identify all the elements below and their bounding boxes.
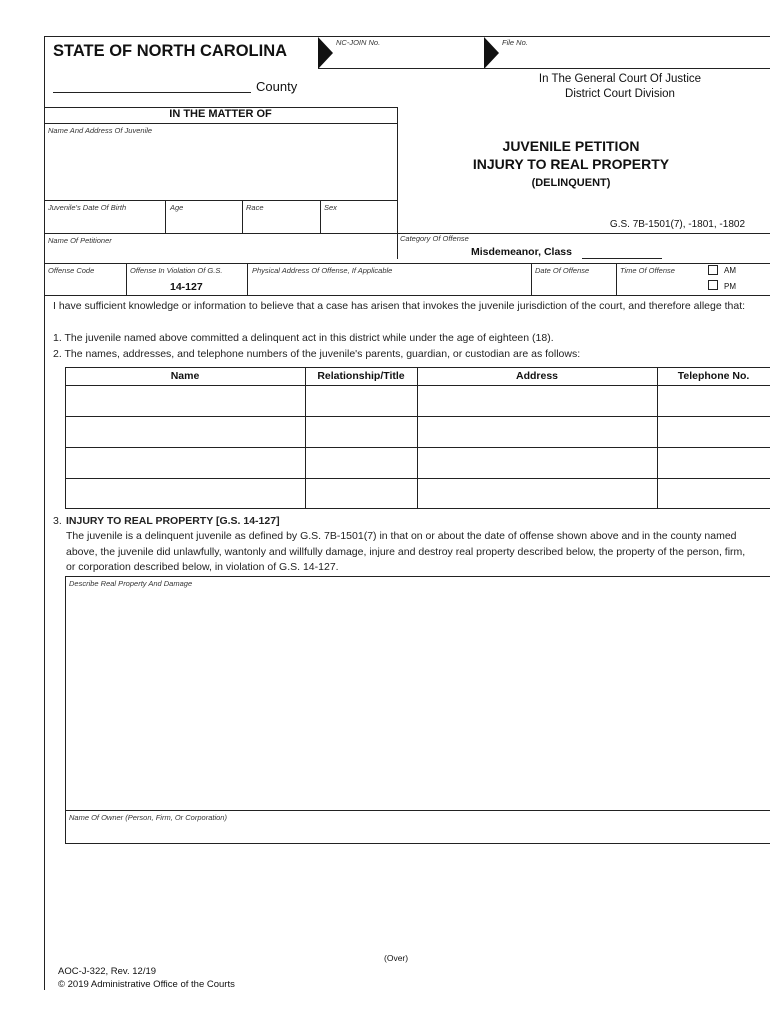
table-row[interactable] bbox=[66, 479, 770, 508]
offense-row-top bbox=[44, 263, 770, 264]
offense-divider-4 bbox=[616, 263, 617, 295]
physical-address-label: Physical Address Of Offense, If Applicable bbox=[252, 266, 393, 275]
sex-label: Sex bbox=[324, 203, 337, 212]
category-value: Misdemeanor, Class bbox=[471, 246, 572, 258]
table-row[interactable] bbox=[66, 448, 770, 478]
age-divider bbox=[242, 200, 243, 233]
offense-divider-3 bbox=[531, 263, 532, 295]
intro-paragraph: I have sufficient knowledge or information to believe that a case has arisen that invokes the juvenile jurisdiction of the court, and therefore allege that: bbox=[53, 300, 746, 312]
file-number-field[interactable] bbox=[500, 52, 748, 66]
ncjoin-arrow-icon bbox=[318, 37, 333, 69]
table-bottom-border bbox=[65, 508, 770, 509]
am-label: AM bbox=[724, 266, 736, 275]
county-field[interactable] bbox=[53, 92, 251, 93]
form-top-border bbox=[44, 36, 770, 37]
dob-divider bbox=[165, 200, 166, 233]
owner-field[interactable] bbox=[67, 824, 770, 842]
offense-divider-2 bbox=[247, 263, 248, 295]
race-divider bbox=[320, 200, 321, 233]
col-header-name: Name bbox=[170, 370, 200, 382]
am-checkbox[interactable] bbox=[708, 265, 718, 275]
item-3-heading: INJURY TO REAL PROPERTY [G.S. 14-127] bbox=[66, 515, 280, 527]
col-header-relationship: Relationship/Title bbox=[317, 370, 405, 382]
ncjoin-field[interactable] bbox=[334, 52, 484, 66]
name-address-field[interactable] bbox=[45, 136, 396, 199]
owner-row-top bbox=[65, 810, 770, 811]
property-box-top bbox=[65, 576, 770, 577]
court-line-2: District Court Division bbox=[565, 88, 675, 100]
offense-code-label: Offense Code bbox=[48, 266, 95, 275]
county-label: County bbox=[256, 79, 298, 94]
item-3-number: 3. bbox=[53, 515, 62, 527]
item-3-text: The juvenile is a delinquent juvenile as defined by G.S. 7B-1501(7) in that on or about the date of offense shown above and in the county named above, the juvenile did unlawfully, wantonly and willfully damage, injure and destroy real property described below, the property of the person, firm, or corporation described below, in violation of G.S. 14-127. bbox=[66, 530, 746, 573]
title-line-2: INJURY TO REAL PROPERTY bbox=[472, 156, 670, 172]
violation-value: 14-127 bbox=[170, 281, 203, 293]
describe-property-label: Describe Real Property And Damage bbox=[69, 579, 193, 588]
violation-label: Offense In Violation Of G.S. bbox=[130, 266, 223, 275]
race-label: Race bbox=[246, 203, 264, 212]
class-field[interactable] bbox=[582, 258, 662, 259]
petitioner-field[interactable] bbox=[45, 246, 396, 259]
property-box-bottom bbox=[65, 843, 770, 844]
parents-table bbox=[65, 367, 770, 509]
age-label: Age bbox=[170, 203, 184, 212]
table-row[interactable] bbox=[66, 386, 770, 416]
matter-heading-rule bbox=[44, 123, 397, 124]
table-row[interactable] bbox=[66, 417, 770, 447]
owner-label: Name Of Owner (Person, Firm, Or Corporation) bbox=[69, 813, 227, 822]
describe-property-field[interactable] bbox=[67, 590, 770, 808]
court-line-1: In The General Court Of Justice bbox=[538, 73, 702, 85]
item-2: 2. The names, addresses, and telephone numbers of the juvenile's parents, guardian, or custodian are as follows: bbox=[53, 348, 581, 360]
form-id: AOC-J-322, Rev. 12/19 bbox=[58, 966, 157, 977]
header-divider bbox=[318, 68, 770, 69]
matter-heading: IN THE MATTER OF bbox=[169, 108, 272, 120]
petitioner-label: Name Of Petitioner bbox=[48, 236, 112, 245]
date-of-offense-label: Date Of Offense bbox=[535, 266, 590, 275]
col-header-telephone: Telephone No. bbox=[677, 370, 750, 382]
court-heading bbox=[470, 72, 770, 102]
file-label: File No. bbox=[502, 38, 528, 47]
dob-row-top bbox=[44, 200, 397, 201]
offense-divider-1 bbox=[126, 263, 127, 295]
category-label: Category Of Offense bbox=[400, 234, 469, 243]
col-header-address: Address bbox=[515, 370, 558, 382]
dob-label: Juvenile's Date Of Birth bbox=[48, 203, 127, 212]
name-address-label: Name And Address Of Juvenile bbox=[48, 126, 153, 135]
copyright: © 2019 Administrative Office of the Courts bbox=[58, 979, 235, 990]
state-title: STATE OF NORTH CAROLINA bbox=[53, 42, 288, 60]
statute-reference: G.S. 7B-1501(7), -1801, -1802 bbox=[609, 219, 745, 230]
pm-checkbox[interactable] bbox=[708, 280, 718, 290]
offense-row-bottom bbox=[44, 295, 770, 296]
time-of-offense-label: Time Of Offense bbox=[620, 266, 675, 275]
property-box-left bbox=[65, 576, 66, 843]
title-line-1: JUVENILE PETITION bbox=[502, 138, 640, 154]
title-delinquent: (DELINQUENT) bbox=[531, 177, 611, 189]
over-note: (Over) bbox=[384, 953, 409, 963]
item-1: 1. The juvenile named above committed a delinquent act in this district while under the age of eighteen (18). bbox=[53, 332, 554, 344]
ncjoin-label: NC-JOIN No. bbox=[336, 38, 381, 47]
pm-label: PM bbox=[724, 282, 736, 291]
file-arrow-icon bbox=[484, 37, 499, 69]
form-title bbox=[398, 137, 744, 173]
